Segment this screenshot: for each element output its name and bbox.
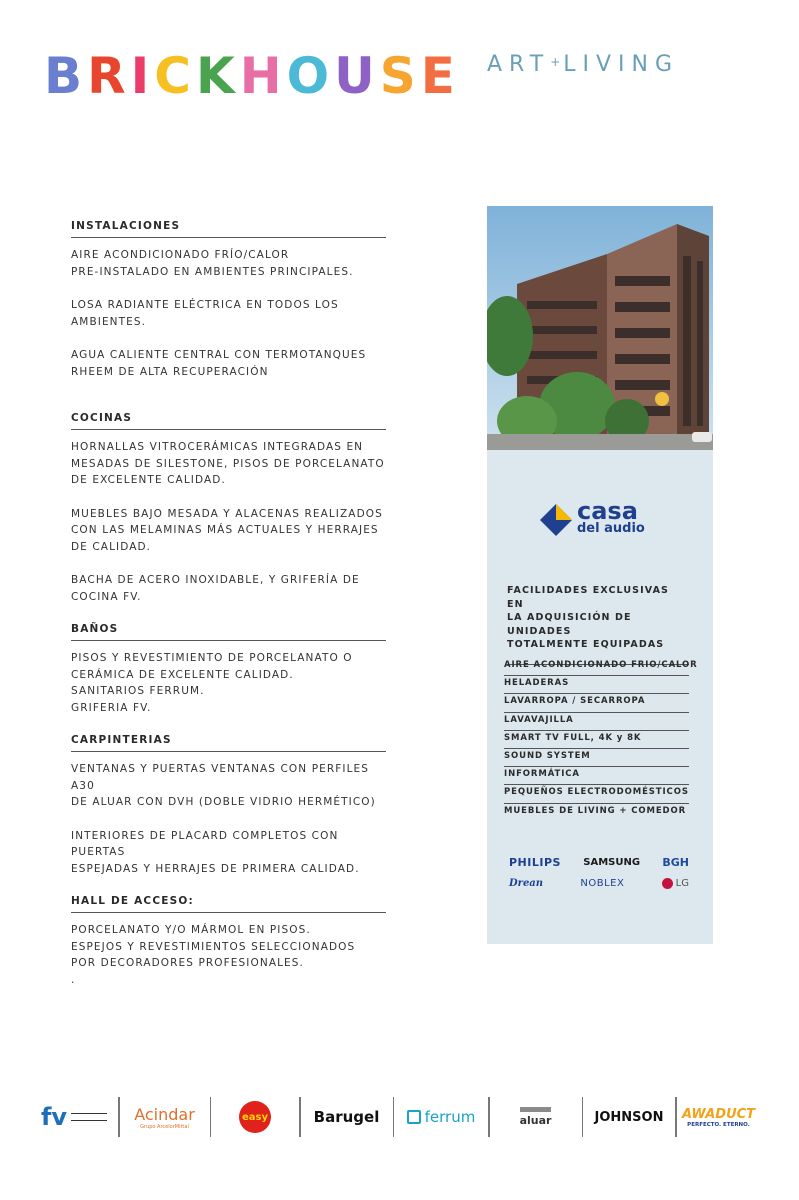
feature-item: PEQUEÑOS ELECTRODOMÉSTICOS (504, 785, 689, 803)
section-title: BAÑOS (71, 623, 386, 641)
spec-section (71, 734, 386, 877)
spec-section (71, 623, 386, 716)
tagline-art: ART (487, 52, 551, 77)
ferrum-logo: ferrum (400, 1094, 482, 1140)
johnson-logo: JOHNSON (594, 1109, 664, 1125)
section-paragraph: AIRE ACONDICIONADO FRÍO/CALOR PRE-INSTALADO EN AMBIENTES PRINCIPALES. (71, 249, 354, 278)
separator (582, 1097, 584, 1137)
feature-item: LAVARROPA / SECARROPA (504, 694, 689, 712)
section-paragraph: VENTANAS Y PUERTAS VENTANAS CON PERFILES A30 DE ALUAR CON DVH (DOBLE VIDRIO HERMÉTICO) (71, 763, 376, 808)
separator (118, 1097, 120, 1137)
facilidades-text: FACILIDADES EXCLUSIVAS EN LA ADQUISICIÓN DE UNIDADES TOTALMENTE EQUIPADAS (507, 584, 689, 665)
section-paragraph: AGUA CALIENTE CENTRAL CON TERMOTANQUES RHEEM DE ALTA RECUPERACIÓN (71, 349, 367, 378)
brand-letter: B (44, 47, 88, 105)
spec-section (71, 412, 386, 605)
section-paragraph: PORCELANATO Y/O MÁRMOL EN PISOS. ESPEJOS Y REVESTIMIENTOS SELECCIONADOS POR DECORADORES PROFESIONALES. . (71, 924, 356, 986)
casa-del-audio-card (487, 206, 713, 944)
brand-letter: K (195, 47, 240, 105)
feature-item: HELADERAS (504, 676, 689, 694)
feature-item: INFORMÁTICA (504, 767, 689, 785)
drean-logo: Drean (509, 878, 544, 889)
del-audio-word: del audio (577, 521, 645, 536)
separator (675, 1097, 677, 1137)
section-title: HALL DE ACCESO: (71, 895, 386, 913)
noblex-logo: NOBLEX (580, 878, 625, 889)
section-paragraph: PISOS Y REVESTIMIENTO DE PORCELANATO O CERÁMICA DE EXCELENTE CALIDAD. SANITARIOS FERRUM. GRIFERIA FV. (71, 652, 353, 714)
tagline-living: LIVING (563, 52, 680, 77)
brand-letter: E (420, 47, 460, 105)
brand-letter: R (87, 47, 131, 105)
samsung-logo: SAMSUNG (583, 857, 641, 868)
casa-del-audio-logo (539, 497, 645, 538)
brands-row-2 (509, 873, 689, 894)
separator (393, 1097, 395, 1137)
section-paragraph: LOSA RADIANTE ELÉCTRICA EN TODOS LOS AMBIENTES. (71, 299, 339, 328)
spec-section (71, 895, 386, 988)
brand-letter: U (334, 47, 380, 105)
brickhouse-logo (44, 48, 460, 104)
lg-circle-icon (662, 878, 673, 889)
appliance-brands (509, 852, 689, 894)
feature-item: AIRE ACONDICIONADO FRIO/CALOR (504, 658, 689, 676)
feature-item: LAVAVAJILLA (504, 713, 689, 731)
art-living-tagline (487, 52, 679, 77)
fv-logo: fv (36, 1094, 112, 1140)
feature-item: MUEBLES DE LIVING + COMEDOR (504, 805, 687, 816)
section-title: COCINAS (71, 412, 386, 430)
separator (299, 1097, 301, 1137)
philips-logo: PHILIPS (509, 856, 561, 869)
brands-row-1 (509, 852, 689, 873)
section-paragraph: HORNALLAS VITROCERÁMICAS INTEGRADAS EN MESADAS DE SILESTONE, PISOS DE PORCELANATO DE EXCELENTE CALIDAD. (71, 441, 385, 486)
casa-diamond-icon (539, 503, 573, 537)
barugel-logo: Barugel (313, 1108, 380, 1126)
section-title: CARPINTERIAS (71, 734, 386, 752)
brand-letter: C (154, 47, 196, 105)
easy-logo: easy (217, 1094, 293, 1140)
feature-item: SMART TV FULL, 4K y 8K (504, 731, 689, 749)
section-paragraph: BACHA DE ACERO INOXIDABLE, Y GRIFERÍA DE COCINA FV. (71, 574, 360, 603)
aluar-logo: aluar (496, 1094, 576, 1140)
features-list (504, 658, 698, 822)
lg-logo (662, 878, 689, 889)
tagline-plus: + (550, 55, 564, 69)
building-photo (487, 206, 713, 450)
awaduct-logo: AWADUCT PERFECTO. ETERNO. (681, 1106, 756, 1128)
brand-letter: O (286, 47, 335, 105)
supplier-logos (36, 1094, 766, 1140)
feature-item: SOUND SYSTEM (504, 749, 689, 767)
brand-letter: S (379, 47, 421, 105)
separator (210, 1097, 212, 1137)
brand-letter: I (130, 47, 155, 105)
section-title: INSTALACIONES (71, 220, 386, 238)
section-paragraph: INTERIORES DE PLACARD COMPLETOS CON PUERTAS ESPEJADAS Y HERRAJES DE PRIMERA CALIDAD. (71, 829, 360, 875)
specs-column (71, 220, 386, 1006)
acindar-logo: Acindar Grupo ArcelorMittal (134, 1104, 195, 1130)
casa-word: casa (577, 497, 638, 525)
spec-section (71, 220, 386, 380)
lg-text: LG (675, 878, 689, 889)
brand-letter: H (239, 47, 287, 105)
section-paragraph: MUEBLES BAJO MESADA Y ALACENAS REALIZADOS CON LAS MELAMINAS MÁS ACTUALES Y HERRAJES DE CALIDAD. (71, 507, 383, 553)
separator (488, 1097, 490, 1137)
bgh-logo: BGH (662, 856, 689, 869)
